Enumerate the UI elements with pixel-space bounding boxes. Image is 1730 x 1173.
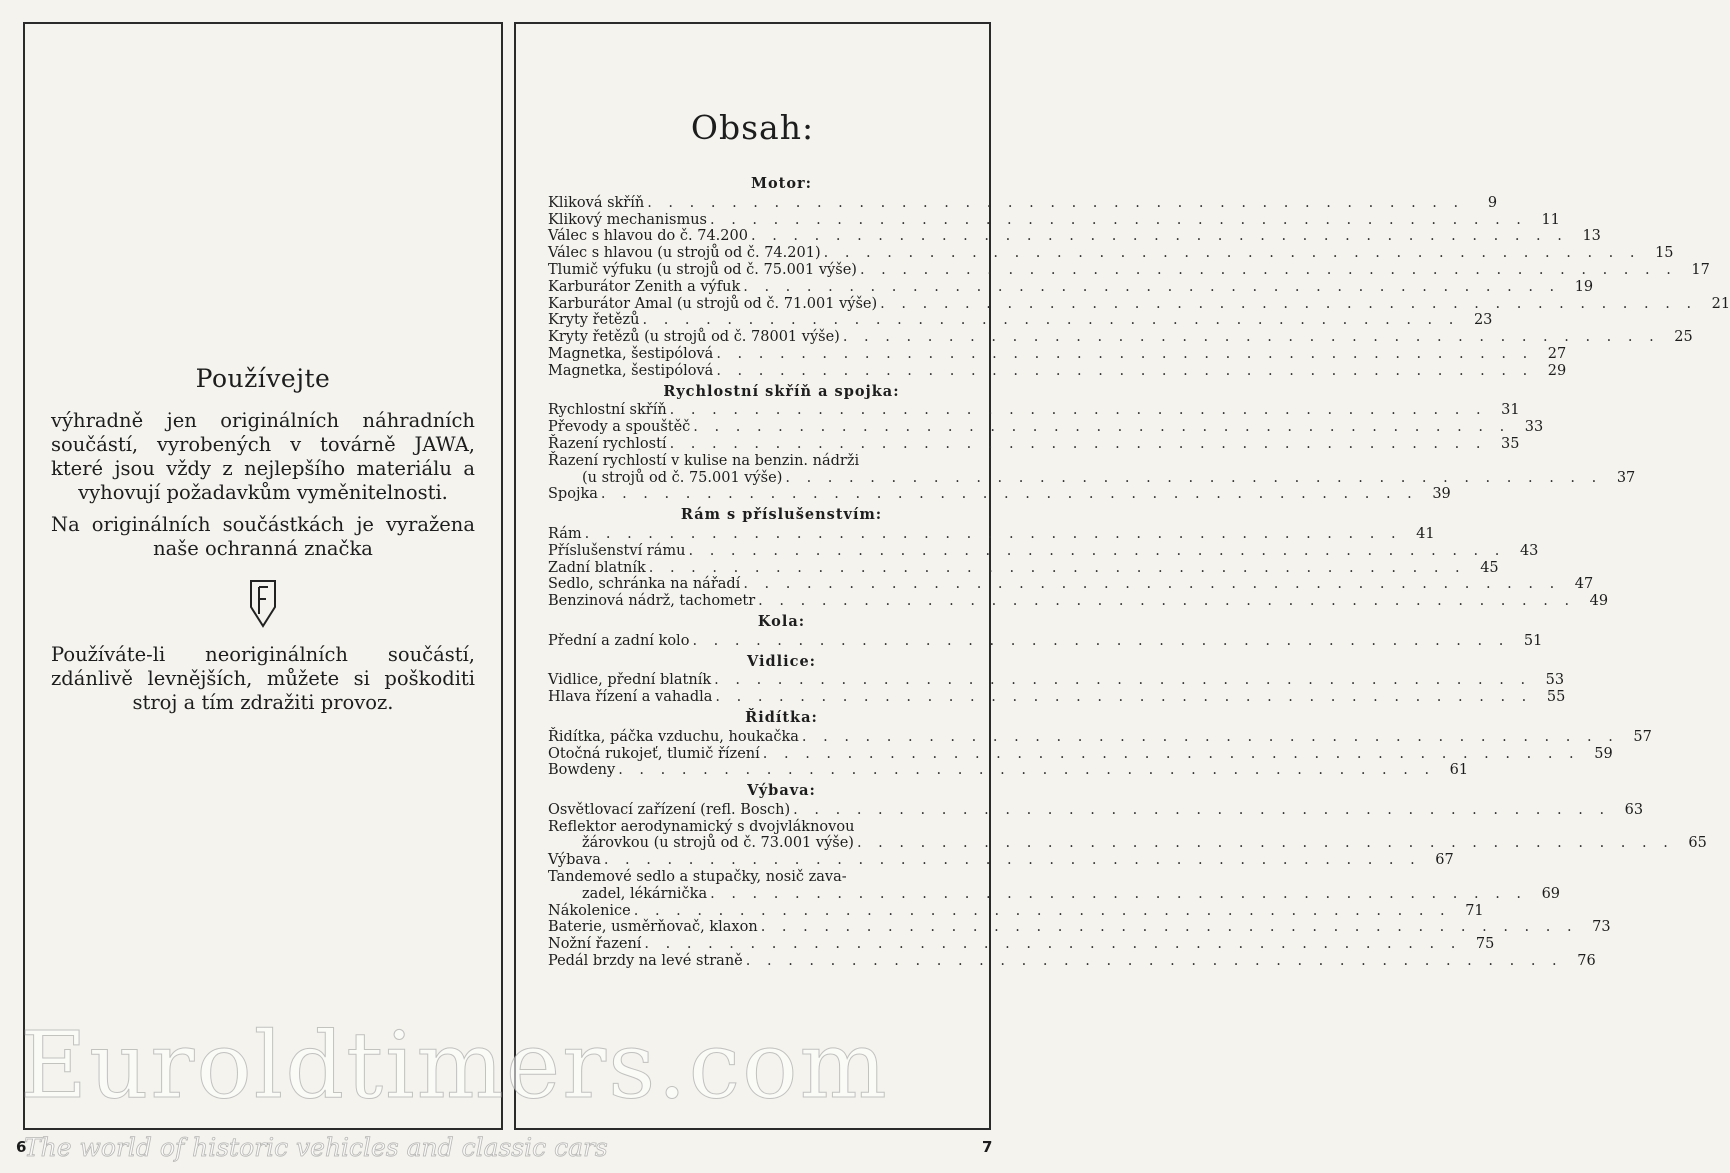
toc-entry-title: Přední a zadní kolo: [548, 632, 690, 649]
toc-entry-page: 55: [1546, 689, 1566, 706]
toc-entry-page: 43: [1519, 542, 1539, 559]
toc-entry: [548, 525, 1435, 543]
toc-entry: [548, 936, 1495, 953]
toc-entry-title: Reflektor aerodynamický s dvojvláknovou: [548, 818, 855, 835]
toc-entry-title: Spojka: [548, 486, 598, 503]
toc-entry: [548, 245, 1674, 262]
toc-entry: [548, 869, 975, 886]
notice-paragraph-trademark: Na originálních součástkách je vyražena naše ochranná značka: [51, 513, 475, 560]
toc-entry-title: Sedlo, schránka na nářadí: [548, 576, 741, 593]
toc-entry-title: Tandemové sedlo a stupačky, nosič zava-: [548, 869, 847, 886]
toc-entry-title: Řazení rychlostí v kulise na benzin. nádrži: [548, 452, 860, 469]
toc-leader-dots: [667, 436, 1490, 453]
toc-entry: [548, 194, 1498, 212]
toc-entry-page: 25: [1674, 329, 1693, 346]
toc-section-heading: Řidítka:: [745, 708, 818, 726]
toc-entry: [548, 345, 1567, 363]
toc-entry: [548, 902, 1484, 920]
toc-leader-dots: [760, 746, 1583, 763]
toc-entry-page: 31: [1501, 402, 1520, 419]
toc-entry-continuation: [548, 469, 1636, 487]
notice-paragraph-warning: Používáte-li neoriginálních součástí, zdánlivě levnějších, můžete si poškoditi stroj a tím zdražiti provoz.: [51, 643, 475, 714]
watermark-tagline: The world of historic vehicles and classic cars: [24, 1133, 608, 1162]
toc-leader-dots: [857, 262, 1680, 279]
toc-entry: [548, 852, 1454, 869]
toc-entry-title: Válec s hlavou (u strojů od č. 74.201): [548, 245, 821, 262]
parts-notice: [25, 364, 501, 715]
toc-leader-dots: [743, 953, 1566, 970]
notice-heading: Používejte: [195, 364, 331, 393]
toc-entry-continuation-text: (u strojů od č. 75.001 výše): [582, 469, 783, 486]
toc-section-heading: Rám s příslušenstvím:: [680, 506, 883, 524]
toc-entry-title: Kryty řetězů: [548, 312, 640, 329]
toc-entry-title: Benzinová nádrž, tachometr: [548, 593, 756, 610]
toc-entry-title: Tlumič výfuku (u strojů od č. 75.001 výše): [548, 261, 857, 278]
toc-entry-page: 15: [1655, 245, 1674, 262]
toc-entry-page: 39: [1432, 486, 1451, 503]
toc-entry-title: Kliková skříň: [548, 194, 645, 211]
toc-entry-continuation: [548, 885, 1561, 903]
toc-entry-page: 9: [1487, 194, 1498, 211]
toc-entry-title: Výbava: [548, 852, 601, 869]
toc-entry-page: 47: [1574, 576, 1594, 593]
toc-entry: [548, 261, 1710, 279]
toc-leader-dots: [877, 296, 1700, 313]
toc-entry: [548, 329, 1693, 346]
toc-leader-dots: [854, 835, 1677, 852]
toc-entry: [548, 819, 975, 836]
toc-leader-dots: [748, 228, 1571, 245]
toc-leader-dots: [639, 312, 1462, 329]
toc-entry-continuation: [548, 835, 1707, 852]
toc-entry-page: 13: [1582, 228, 1601, 245]
page-number-left: 6: [16, 1138, 27, 1156]
toc-leader-dots: [615, 762, 1438, 779]
toc-leader-dots: [821, 245, 1644, 262]
toc-entry: [548, 762, 1469, 779]
toc-entry-title: Nožní řazení: [548, 936, 642, 953]
toc-entry-page: 45: [1480, 559, 1499, 576]
toc-entry: [548, 295, 1730, 313]
toc-entry-page: 11: [1541, 211, 1560, 228]
toc-entry-page: 41: [1416, 525, 1435, 542]
toc-leader-dots: [713, 363, 1536, 380]
toc-entry-continuation-text: žárovkou (u strojů od č. 73.001 výše): [582, 835, 854, 852]
toc-entry-title: Hlava řízení a vahadla: [548, 689, 713, 706]
toc-leader-dots: [712, 689, 1535, 706]
toc-entry: [548, 576, 1594, 593]
toc-entry: [548, 672, 1565, 689]
toc-leader-dots: [755, 593, 1578, 610]
toc-entry-title: Baterie, usměrňovač, klaxon: [548, 919, 758, 936]
toc-entry: [548, 801, 1644, 819]
toc-leader-dots: [646, 560, 1469, 577]
toc-entry: [548, 919, 1611, 936]
toc-entry: [548, 419, 1544, 436]
toc-leader-dots: [685, 543, 1508, 560]
toc-leader-dots: [689, 633, 1512, 650]
toc-leader-dots: [711, 672, 1534, 689]
toc-entry-title: Kryty řetězů (u strojů od č. 78001 výše): [548, 329, 840, 346]
toc-entry-title: Pedál brzdy na levé straně: [548, 953, 743, 970]
toc-entry-title: Rychlostní skříň: [548, 402, 667, 419]
toc-entry-page: 35: [1501, 435, 1520, 452]
toc-section-heading: Rychlostní skříň a spojka:: [663, 382, 900, 400]
toc-entry-page: 37: [1616, 469, 1636, 486]
toc-entry-page: 67: [1435, 852, 1454, 869]
toc-leader-dots: [598, 486, 1421, 503]
toc-entry: [548, 486, 1451, 503]
trademark-icon: [248, 577, 278, 629]
toc-entry-title: Magnetka, šestipólová: [548, 362, 714, 379]
toc-entry-title: Vidlice, přední blatník: [548, 672, 712, 689]
toc-leader-dots: [840, 329, 1663, 346]
toc-leader-dots: [790, 802, 1613, 819]
toc-entry: [548, 593, 1609, 610]
toc-entry-title: Osvětlovací zařízení (refl. Bosch): [548, 801, 791, 818]
toc-entry-title: Převody a spouštěč: [548, 419, 691, 436]
watermark-logo-text: Euroldtimers.com: [20, 1012, 889, 1119]
toc-section-heading: Motor:: [750, 175, 813, 192]
toc-entry-title: Rám: [548, 525, 582, 542]
toc-leader-dots: [707, 212, 1530, 229]
toc-entry-title: Karburátor Zenith a výfuk: [548, 278, 741, 295]
toc-entry-title: Bowdeny: [548, 762, 616, 779]
toc-entry-page: 51: [1523, 632, 1543, 649]
toc-entry: [548, 402, 1520, 419]
toc-leader-dots: [713, 346, 1536, 363]
toc-entry-page: 57: [1633, 728, 1652, 745]
toc-entry: [548, 228, 1601, 245]
toc-leader-dots: [582, 526, 1405, 543]
toc-entry: [548, 728, 1652, 746]
toc-entry-title: Zadní blatník: [548, 559, 646, 576]
toc-entry-page: 63: [1624, 801, 1644, 818]
toc-entry-page: 65: [1688, 835, 1707, 852]
toc-entry: [548, 542, 1539, 560]
toc-entry: [548, 362, 1567, 380]
toc-entry-page: 19: [1574, 278, 1594, 295]
toc-leader-dots: [740, 576, 1563, 593]
toc-leader-dots: [667, 402, 1490, 419]
toc-entry-page: 69: [1541, 885, 1561, 902]
toc-section-heading: Vidlice:: [746, 652, 817, 670]
notice-paragraph-original-parts: výhradně jen originálních náhradních součástí, vyrobených v továrně JAWA, které jsou vždy z nejlepšího materiálu a vyhovují požadavkům vyměnitelnosti.: [51, 409, 475, 504]
toc-entry: [548, 689, 1566, 706]
toc-entry-title: Klikový mechanismus: [548, 211, 707, 228]
toc-leader-dots: [758, 919, 1581, 936]
toc-entry-title: Otočná rukojeť, tlumič řízení: [548, 745, 760, 762]
toc-entry-title: Karburátor Amal (u strojů od č. 71.001 výše): [548, 295, 878, 312]
toc-entry-page: 75: [1475, 936, 1495, 953]
toc-leader-dots: [631, 903, 1454, 920]
toc-entry-page: 23: [1473, 312, 1493, 329]
toc-entry: [548, 435, 1520, 453]
toc-entry: [548, 559, 1499, 577]
toc-entry: [548, 312, 1493, 329]
toc-entry-title: Válec s hlavou do č. 74.200: [548, 228, 748, 245]
toc-section-heading: Výbava:: [747, 782, 816, 800]
toc-leader-dots: [644, 195, 1467, 212]
toc-entry-page: 27: [1547, 345, 1567, 362]
toc-entry-title: Příslušenství rámu: [548, 542, 686, 559]
right-page: [514, 22, 1730, 1130]
toc-entry-page: 21: [1711, 295, 1730, 312]
toc-leader-dots: [601, 852, 1424, 869]
toc-leader-dots: [799, 729, 1622, 746]
toc-entry-page: 71: [1465, 902, 1484, 919]
page-number-right: 7: [982, 1138, 993, 1156]
toc-entry-page: 29: [1547, 362, 1567, 379]
toc-entry-page: 49: [1589, 593, 1609, 610]
toc-entry-title: Nákolenice: [548, 902, 631, 919]
toc-entry-title: Řazení rychlostí: [548, 435, 667, 452]
toc-entry-page: 73: [1592, 919, 1611, 936]
toc-entry-page: 76: [1577, 953, 1596, 970]
left-page: [23, 22, 503, 1130]
toc-entry: [548, 211, 1560, 229]
toc-entry-page: 53: [1545, 672, 1565, 689]
toc-leader-dots: [690, 419, 1513, 436]
toc-entry-continuation-text: zadel, lékárnička: [582, 885, 708, 902]
toc-entry: [548, 278, 1594, 296]
toc-leader-dots: [641, 936, 1464, 953]
toc-entry: [548, 632, 1543, 650]
table-of-contents: [548, 175, 1730, 970]
toc-entry-page: 59: [1594, 745, 1613, 762]
toc-entry: [548, 745, 1613, 763]
toc-entry-page: 17: [1691, 261, 1710, 278]
toc-section-heading: Kola:: [757, 612, 806, 630]
toc-entry-title: Řidítka, páčka vzduchu, houkačka: [548, 728, 799, 745]
toc-entry-page: 33: [1524, 419, 1544, 436]
toc-leader-dots: [782, 470, 1605, 487]
toc-title: Obsah:: [690, 108, 815, 147]
toc-entry-title: Magnetka, šestipólová: [548, 345, 714, 362]
toc-leader-dots: [740, 279, 1563, 296]
toc-entry: [548, 453, 975, 470]
toc-entry-page: 61: [1449, 762, 1469, 779]
toc-leader-dots: [707, 886, 1530, 903]
toc-entry: [548, 953, 1596, 970]
